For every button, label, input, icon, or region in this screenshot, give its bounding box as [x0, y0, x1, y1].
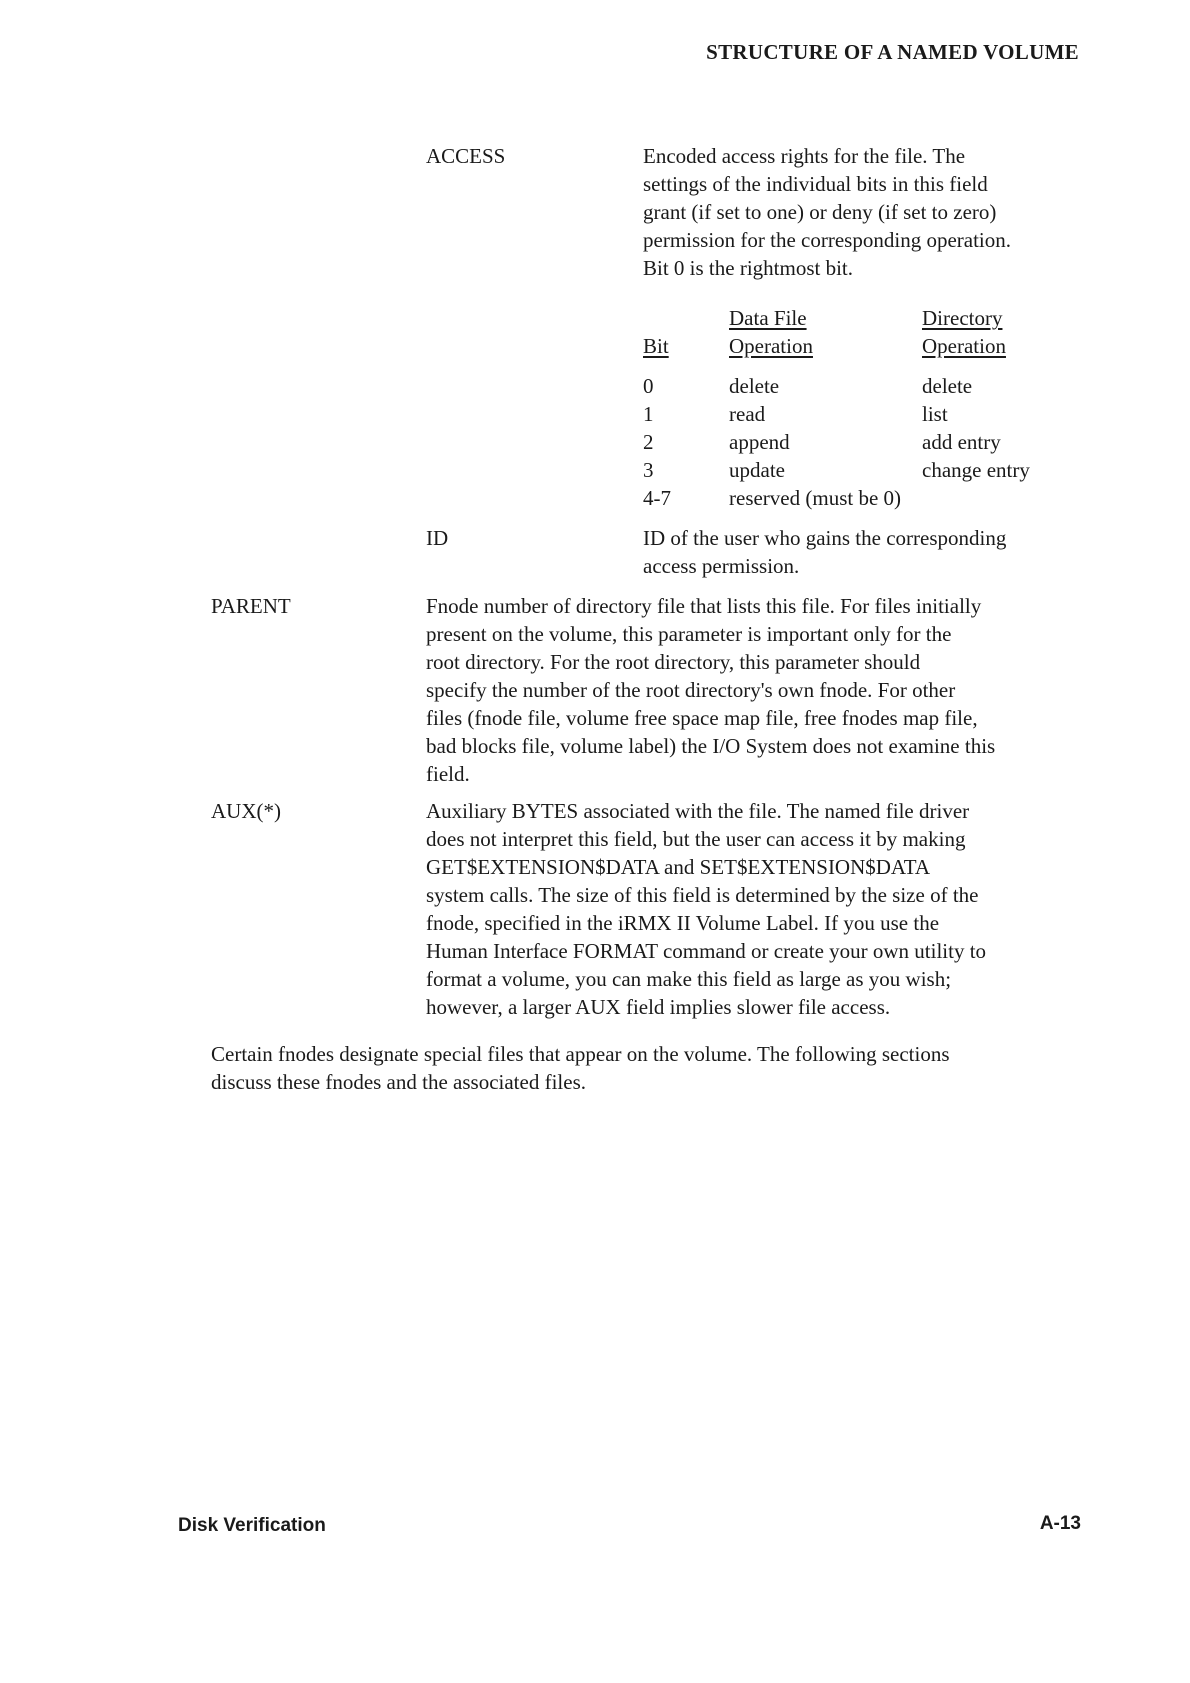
parent-desc-line: files (fnode file, volume free space map file, free fnodes map file,: [426, 706, 978, 730]
table-cell-dir-op: change entry: [922, 458, 1030, 482]
aux-desc-line: Human Interface FORMAT command or create your own utility to: [426, 939, 987, 963]
parent-desc-line: bad blocks file, volume label) the I/O System does not examine this: [426, 734, 996, 758]
table-header-data-operation: Operation: [729, 334, 813, 358]
parent-desc-line: specify the number of the root directory's own fnode. For other: [426, 678, 956, 702]
access-desc-line: settings of the individual bits in this field: [643, 172, 988, 196]
table-cell-dir-op: list: [922, 402, 948, 426]
id-desc-line: access permission.: [643, 554, 800, 578]
closing-paragraph: [211, 1040, 950, 1096]
table-header-dir-operation: Operation: [922, 334, 1006, 358]
aux-desc-line: however, a larger AUX field implies slower file access.: [426, 995, 891, 1019]
table-header-data-file: Data File: [729, 306, 807, 330]
table-cell-bit: 3: [643, 458, 654, 482]
table-cell-data-op: append: [729, 430, 790, 454]
parent-description: [426, 592, 995, 788]
closing-line: Certain fnodes designate special files that appear on the volume. The following sections: [211, 1042, 950, 1066]
aux-desc-line: format a volume, you can make this field as large as you wish;: [426, 967, 952, 991]
parent-desc-line: field.: [426, 762, 470, 786]
table-cell-dir-op: add entry: [922, 430, 1001, 454]
table-cell-bit: 0: [643, 374, 654, 398]
access-desc-line: Bit 0 is the rightmost bit.: [643, 256, 854, 280]
access-description: [643, 142, 1011, 282]
table-cell-data-op: reserved (must be 0): [729, 486, 902, 510]
aux-desc-line: system calls. The size of this field is determined by the size of the: [426, 883, 979, 907]
parent-term: PARENT: [211, 594, 291, 618]
id-description: [643, 524, 1006, 580]
aux-desc-line: GET$EXTENSION$DATA and SET$EXTENSION$DATA: [426, 855, 931, 879]
parent-desc-line: present on the volume, this parameter is important only for the: [426, 622, 952, 646]
aux-desc-line: Auxiliary BYTES associated with the file. The named file driver: [426, 799, 970, 823]
table-cell-data-op: read: [729, 402, 766, 426]
footer-section-title: Disk Verification: [178, 1515, 326, 1536]
parent-desc-line: root directory. For the root directory, this parameter should: [426, 650, 921, 674]
parent-desc-line: Fnode number of directory file that lists this file. For files initially: [426, 594, 982, 618]
table-cell-data-op: delete: [729, 374, 780, 398]
access-desc-line: permission for the corresponding operation.: [643, 228, 1011, 252]
id-term: ID: [426, 526, 449, 550]
page-header-title: STRUCTURE OF A NAMED VOLUME: [706, 40, 1079, 64]
aux-description: [426, 797, 986, 1021]
id-desc-line: ID of the user who gains the corresponding: [643, 526, 1007, 550]
access-desc-line: grant (if set to one) or deny (if set to zero): [643, 200, 997, 224]
access-desc-line: Encoded access rights for the file. The: [643, 144, 966, 168]
closing-line: discuss these fnodes and the associated files.: [211, 1070, 586, 1094]
aux-desc-line: fnode, specified in the iRMX II Volume Label. If you use the: [426, 911, 940, 935]
aux-term: AUX(*): [211, 799, 281, 823]
table-cell-bit: 1: [643, 402, 654, 426]
aux-desc-line: does not interpret this field, but the user can access it by making: [426, 827, 966, 851]
table-header-bit: Bit: [643, 334, 669, 358]
table-header-directory: Directory: [922, 306, 1003, 330]
table-cell-data-op: update: [729, 458, 785, 482]
table-cell-dir-op: delete: [922, 374, 973, 398]
table-cell-bit: 2: [643, 430, 654, 454]
table-cell-bit: 4-7: [643, 486, 671, 510]
access-term: ACCESS: [426, 144, 506, 168]
footer-page-number: A-13: [1039, 1513, 1081, 1534]
